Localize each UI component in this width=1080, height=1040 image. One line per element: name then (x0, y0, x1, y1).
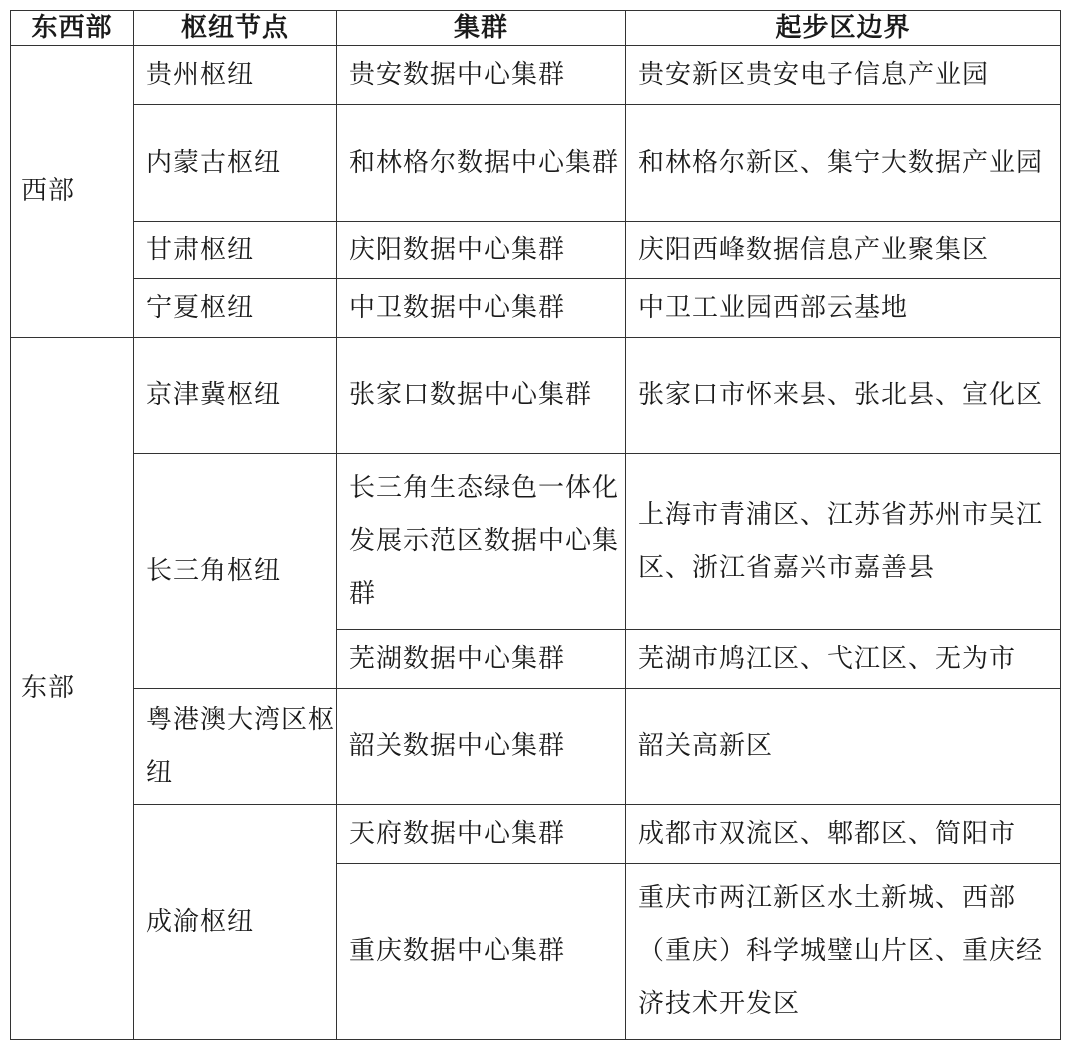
header-hub: 枢纽节点 (134, 11, 337, 46)
boundary-cell: 上海市青浦区、江苏省苏州市吴江区、浙江省嘉兴市嘉善县 (626, 454, 1061, 630)
cluster-cell: 贵安数据中心集群 (337, 46, 626, 105)
boundary-cell: 中卫工业园西部云基地 (626, 279, 1061, 338)
cluster-cell: 庆阳数据中心集群 (337, 222, 626, 279)
cluster-cell: 韶关数据中心集群 (337, 689, 626, 805)
header-boundary: 起步区边界 (626, 11, 1061, 46)
boundary-cell: 成都市双流区、郫都区、简阳市 (626, 805, 1061, 864)
region-cell-west: 西部 (11, 46, 134, 338)
boundary-cell: 韶关高新区 (626, 689, 1061, 805)
header-cluster: 集群 (337, 11, 626, 46)
table-row (11, 222, 1061, 279)
cluster-cell: 和林格尔数据中心集群 (337, 105, 626, 222)
data-center-hub-table (10, 10, 1061, 1040)
hub-cell: 宁夏枢纽 (134, 279, 337, 338)
table-row (11, 338, 1061, 454)
boundary-cell: 贵安新区贵安电子信息产业园 (626, 46, 1061, 105)
hub-cell: 粤港澳大湾区枢纽 (134, 689, 337, 805)
hub-cell: 贵州枢纽 (134, 46, 337, 105)
hub-cell: 甘肃枢纽 (134, 222, 337, 279)
cluster-cell: 芜湖数据中心集群 (337, 630, 626, 689)
hub-cell: 长三角枢纽 (134, 454, 337, 689)
hub-cell: 京津冀枢纽 (134, 338, 337, 454)
boundary-cell: 和林格尔新区、集宁大数据产业园 (626, 105, 1061, 222)
region-cell-east: 东部 (11, 338, 134, 1040)
cluster-cell: 天府数据中心集群 (337, 805, 626, 864)
table-row (11, 279, 1061, 338)
table-row (11, 105, 1061, 222)
cluster-cell: 重庆数据中心集群 (337, 864, 626, 1040)
boundary-cell: 芜湖市鸠江区、弋江区、无为市 (626, 630, 1061, 689)
boundary-cell: 重庆市两江新区水土新城、西部（重庆）科学城璧山片区、重庆经济技术开发区 (626, 864, 1061, 1040)
table-row (11, 805, 1061, 864)
cluster-cell: 中卫数据中心集群 (337, 279, 626, 338)
boundary-cell: 庆阳西峰数据信息产业聚集区 (626, 222, 1061, 279)
boundary-cell: 张家口市怀来县、张北县、宣化区 (626, 338, 1061, 454)
cluster-cell: 长三角生态绿色一体化发展示范区数据中心集群 (337, 454, 626, 630)
cluster-cell: 张家口数据中心集群 (337, 338, 626, 454)
table-row (11, 46, 1061, 105)
hub-cell: 成渝枢纽 (134, 805, 337, 1040)
hub-cell: 内蒙古枢纽 (134, 105, 337, 222)
table-row (11, 689, 1061, 805)
header-row (11, 11, 1061, 46)
table-row (11, 454, 1061, 630)
header-region: 东西部 (11, 11, 134, 46)
